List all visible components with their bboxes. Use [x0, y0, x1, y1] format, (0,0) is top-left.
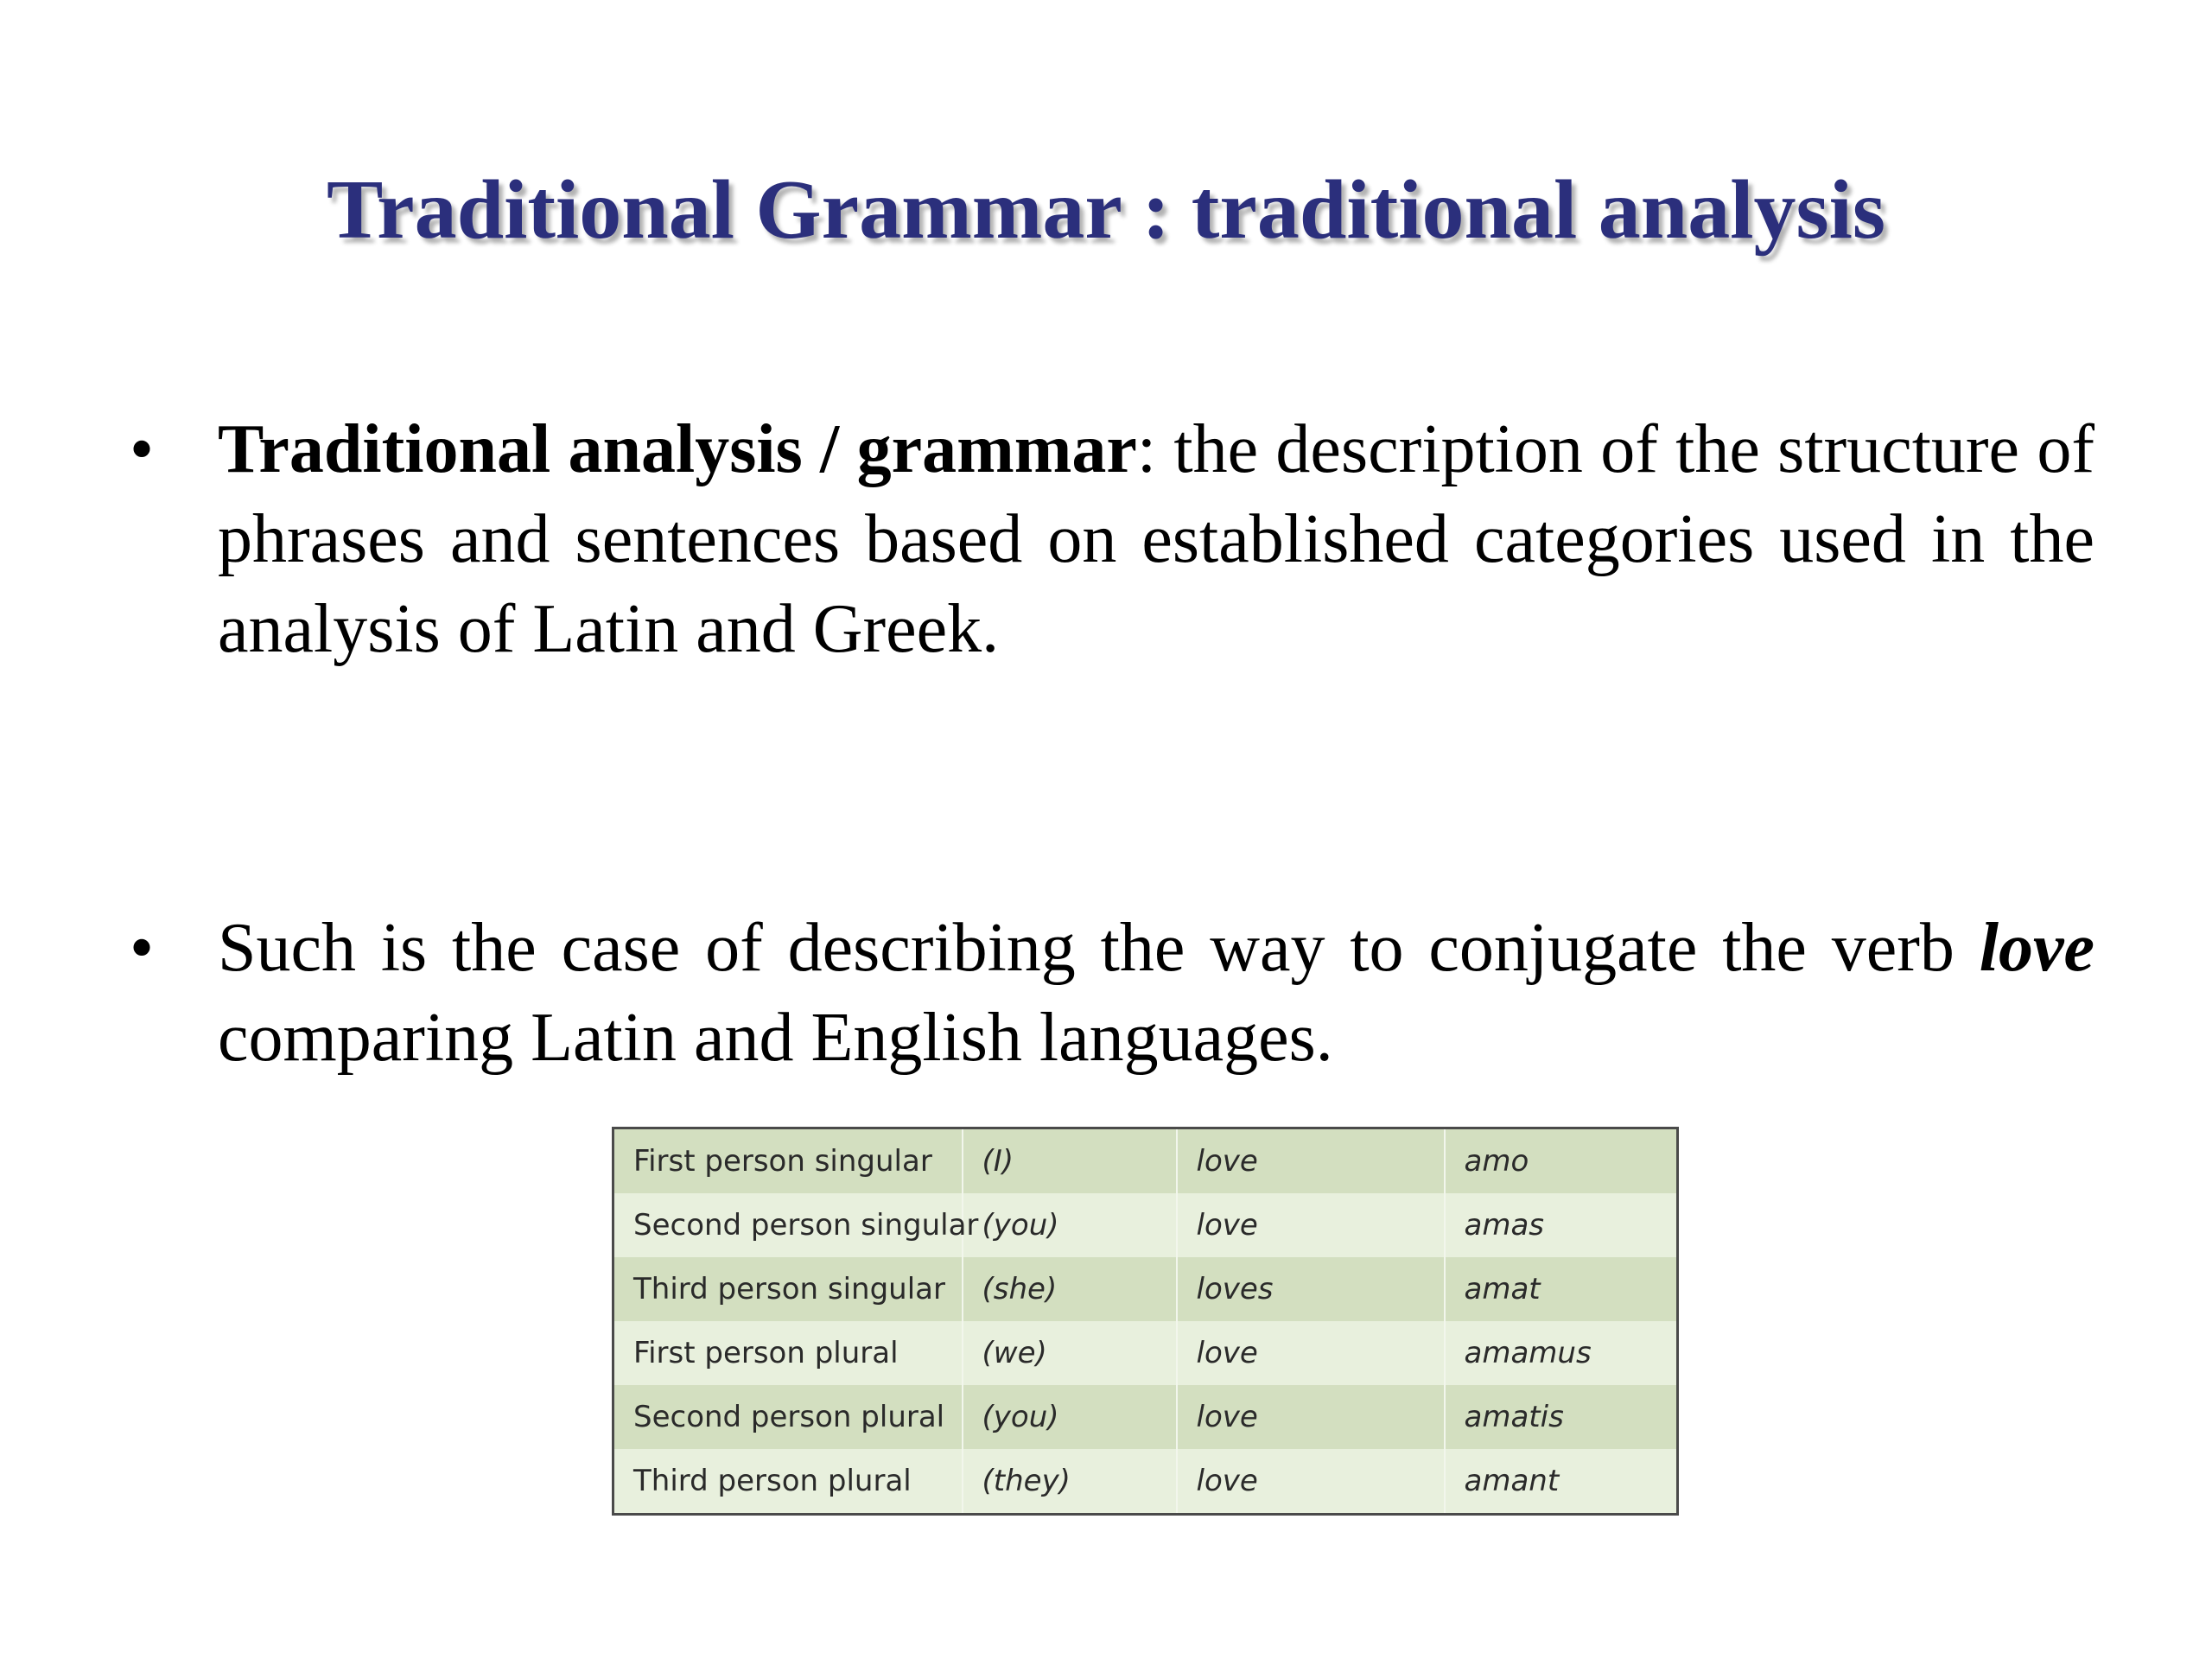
english-form-cell: love — [1177, 1385, 1445, 1449]
latin-form-cell: amat — [1445, 1257, 1678, 1321]
bullet-marker: • — [130, 910, 155, 986]
person-cell: First person singular — [613, 1128, 963, 1194]
pronoun-cell: (we) — [963, 1321, 1177, 1385]
latin-form-cell: amant — [1445, 1449, 1678, 1515]
latin-form-cell: amo — [1445, 1128, 1678, 1194]
english-form-cell: love — [1177, 1128, 1445, 1194]
person-cell: Second person singular — [613, 1193, 963, 1257]
person-cell: Third person plural — [613, 1449, 963, 1515]
latin-form-cell: amas — [1445, 1193, 1678, 1257]
pronoun-cell: (you) — [963, 1385, 1177, 1449]
bullet-example — [218, 903, 2094, 1083]
table-row — [613, 1257, 1678, 1321]
english-form-cell: loves — [1177, 1257, 1445, 1321]
pronoun-cell: (they) — [963, 1449, 1177, 1515]
pronoun-cell: (you) — [963, 1193, 1177, 1257]
latin-form-cell: amatis — [1445, 1385, 1678, 1449]
table-row — [613, 1193, 1678, 1257]
person-cell: First person plural — [613, 1321, 963, 1385]
example-text-before: Such is the case of describing the way to conjugate the verb — [218, 910, 1980, 986]
pronoun-cell: (I) — [963, 1128, 1177, 1194]
english-form-cell: love — [1177, 1193, 1445, 1257]
english-form-cell: love — [1177, 1449, 1445, 1515]
person-cell: Second person plural — [613, 1385, 963, 1449]
table-row — [613, 1385, 1678, 1449]
example-verb: love — [1979, 910, 2094, 986]
latin-form-cell: amamus — [1445, 1321, 1678, 1385]
slide-title: Traditional Grammar : traditional analysis — [327, 163, 1885, 257]
english-form-cell: love — [1177, 1321, 1445, 1385]
definition-term: Traditional analysis / grammar — [218, 411, 1137, 487]
person-cell: Third person singular — [613, 1257, 963, 1321]
definition-text: : the description of the structure of phrases and sentences based on established categories used in the analysis of Latin and Greek. — [218, 411, 2095, 667]
table-row — [613, 1128, 1678, 1194]
bullet-marker: • — [130, 411, 155, 487]
table-row — [613, 1321, 1678, 1385]
pronoun-cell: (she) — [963, 1257, 1177, 1321]
conjugation-table — [612, 1127, 1679, 1516]
table-row — [613, 1449, 1678, 1515]
bullet-definition — [218, 404, 2094, 674]
example-text-after: comparing Latin and English languages. — [218, 1000, 1333, 1076]
